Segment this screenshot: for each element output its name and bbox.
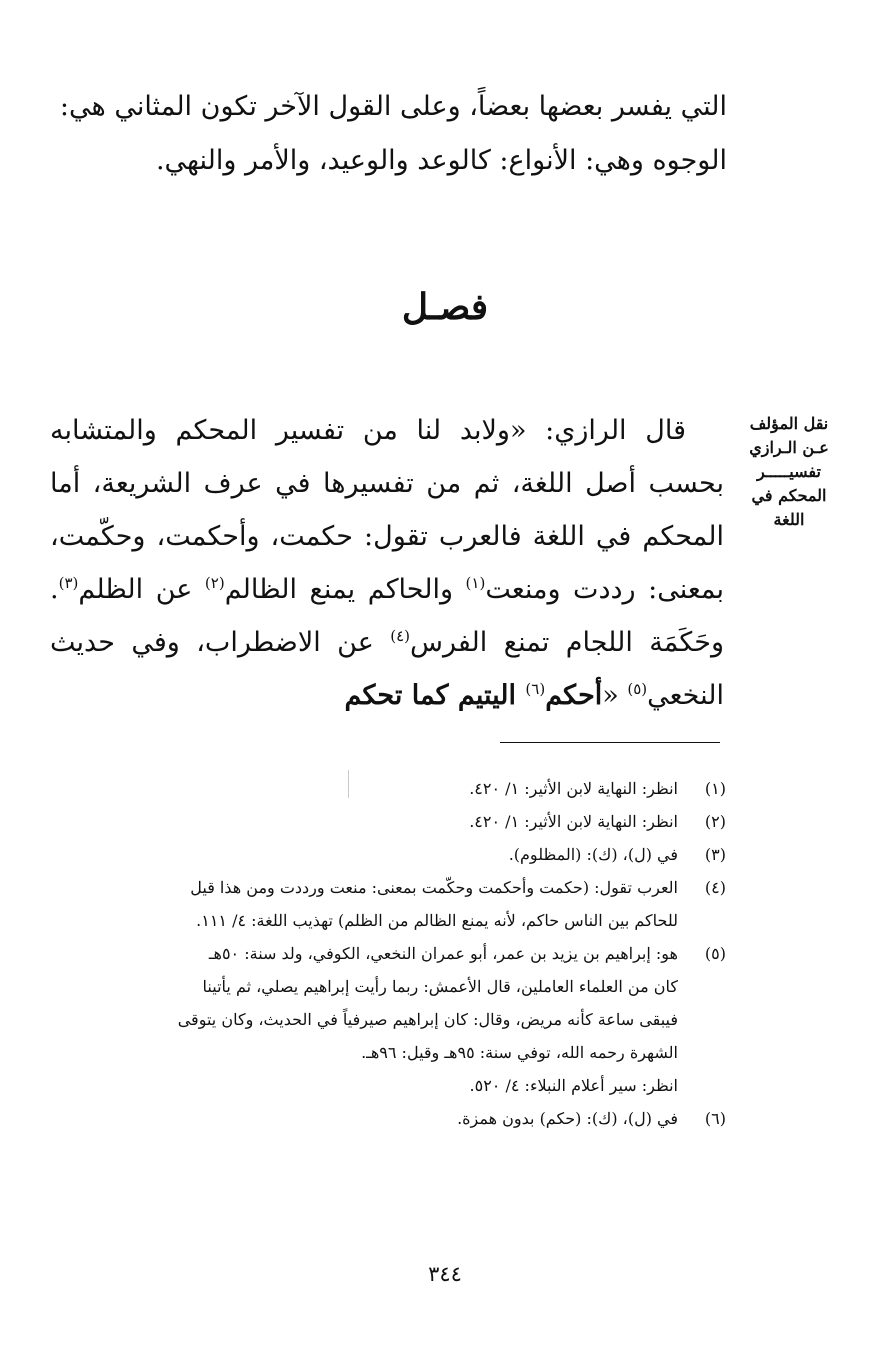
margin-note-line: اللغة xyxy=(773,510,805,529)
footnote-number: (٣) xyxy=(704,845,726,864)
footnote-number: (٢) xyxy=(704,812,726,831)
footnote-line: الشهرة رحمه الله، توفي سنة: ٩٥هـ وقيل: ٩٦هـ. xyxy=(361,1043,678,1062)
footnote-reference-5[interactable]: (٥) xyxy=(627,680,648,698)
footnote-number: (١) xyxy=(704,779,726,798)
margin-note-line: المحكم في xyxy=(751,486,827,505)
intro-line-2: الوجوه وهي: الأنواع: كالوعد والوعيد، والأمر والنهي. xyxy=(155,145,727,176)
footnote-5 xyxy=(48,937,726,1102)
body-text-segment: عن الظلم xyxy=(78,574,205,605)
footnote-4 xyxy=(48,871,726,937)
footnote-reference-4[interactable]: (٤) xyxy=(390,627,411,645)
footnote-line: انظر: النهاية لابن الأثير: ١/ ٤٢٠. xyxy=(469,779,678,798)
main-paragraph-text xyxy=(50,404,724,722)
hadith-quote-text: اليتيم كما تحكم xyxy=(344,680,526,711)
footnote-line: في (ل)، (ك): (حكم) بدون همزة. xyxy=(457,1109,678,1128)
footnote-line: في (ل)، (ك): (المظلوم). xyxy=(508,845,678,864)
intro-line-1: التي يفسر بعضها بعضاً، وعلى القول الآخر تكون المثاني هي: xyxy=(59,91,727,122)
footnote-1 xyxy=(48,772,726,805)
footnote-number: (٦) xyxy=(704,1109,726,1128)
footnote-line: للحاكم بين الناس حاكم، لأنه يمنع الظالم من الظلم) تهذيب اللغة: ٤/ ١١١. xyxy=(196,911,678,930)
section-title: فصـل xyxy=(401,286,489,328)
margin-note-line: عـن الـرازي xyxy=(749,438,829,457)
footnote-line: كان من العلماء العاملين، قال الأعمش: ربما رأيت إبراهيم يصلي، ثم يأتينا xyxy=(202,977,678,996)
margin-note xyxy=(742,412,836,532)
footnote-reference-2[interactable]: (٢) xyxy=(204,574,225,592)
body-text-segment: « xyxy=(602,680,628,711)
footnote-3 xyxy=(48,838,726,871)
footnote-reference-6[interactable]: (٦) xyxy=(525,680,546,698)
footnote-line: انظر: النهاية لابن الأثير: ١/ ٤٢٠. xyxy=(469,812,678,831)
margin-note-line: تفسيـــــر xyxy=(757,462,821,481)
footnote-number: (٥) xyxy=(704,944,726,963)
footnotes xyxy=(48,772,726,1135)
margin-note-line: نقل المؤلف xyxy=(749,414,829,433)
page-number: ٣٤٤ xyxy=(428,1262,462,1286)
footnote-number: (٤) xyxy=(704,878,726,897)
footnote-2 xyxy=(48,805,726,838)
body-text-segment: قال الرازي: «ولابد لنا من تفسير المحكم والمتشابه بحسب أصل اللغة، ثم من تفسيرها في عرف الشريعة، أما المحكم في اللغة فالعرب تقول: حكمت، وأحكمت، وحكّمت، بمعنى: رددت ومنعت xyxy=(50,415,724,605)
footnote-line: هو: إبراهيم بن يزيد بن عمر، أبو عمران النخعي، الكوفي، ولد سنة: ٥٠هـ xyxy=(208,944,678,963)
body-text-segment: عن الاضطراب، وفي حديث النخعي xyxy=(50,627,724,711)
footnote-reference-3[interactable]: (٣) xyxy=(58,574,79,592)
main-paragraph xyxy=(50,404,724,722)
footnote-6 xyxy=(48,1102,726,1135)
hadith-quote-start: أحكم xyxy=(545,680,603,711)
body-text-segment: والحاكم يمنع الظالم xyxy=(224,574,466,605)
footnote-line: انظر: سير أعلام النبلاء: ٤/ ٥٢٠. xyxy=(469,1076,678,1095)
footnote-line: العرب تقول: (حكمت وأحكمت وحكّمت بمعنى: منعت ورددت ومن هذا قيل xyxy=(190,878,678,897)
footnote-separator xyxy=(500,742,720,743)
intro-paragraph xyxy=(50,80,727,188)
body-text-segment: . وحَكَمَة اللجام تمنع الفرس xyxy=(50,574,724,658)
footnote-reference-1[interactable]: (١) xyxy=(465,574,486,592)
footnote-line: فيبقى ساعة كأنه مريض، وقال: كان إبراهيم صيرفياً في الحديث، وكان يتوقى xyxy=(177,1010,678,1029)
